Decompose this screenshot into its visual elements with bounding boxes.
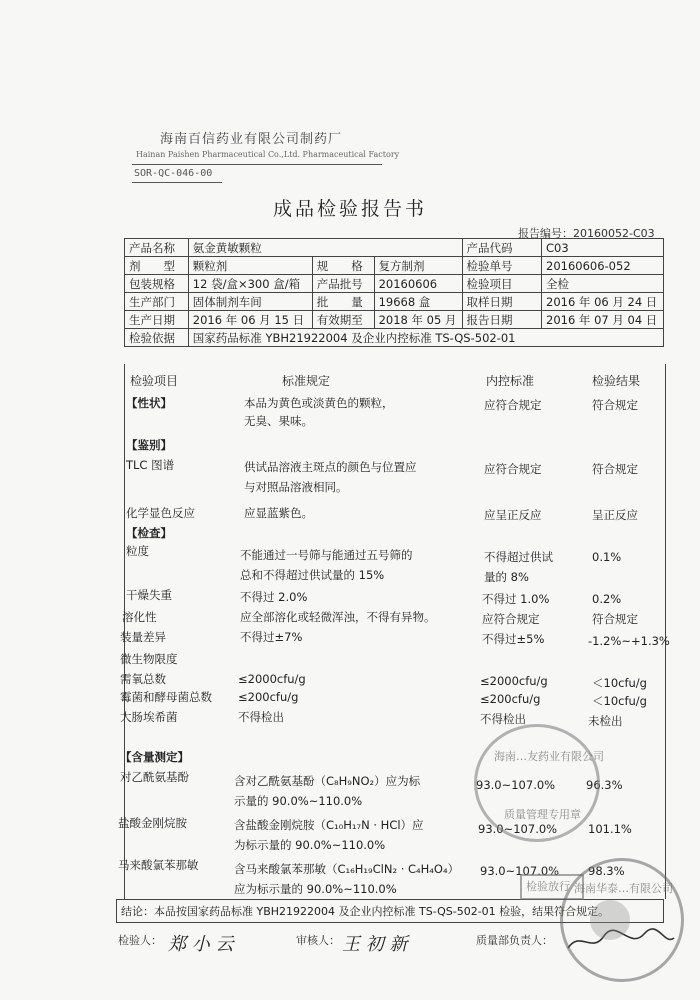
tlc-item: TLC 图谱 — [126, 458, 175, 472]
color-internal: 应呈正反应 — [484, 508, 542, 522]
dosage-form-label: 剂 型 — [125, 257, 189, 275]
section-assay: 【含量测定】 — [120, 750, 189, 764]
loading-result: -1.2%~+1.3% — [588, 634, 670, 648]
basis: 国家药品标准 YBH21922004 及企业内控标准 TS-QS-502-01 — [188, 329, 663, 347]
tlc-internal: 应符合规定 — [484, 462, 542, 476]
aerobic-item: 需氧总数 — [120, 672, 166, 686]
report-number: 报告编号：20160052-C03 — [518, 227, 655, 240]
quality-seal-text: 海南…友药业有限公司 — [494, 750, 604, 763]
chlorphen-standard-1: 含马来酸氯苯那敏（C₁₆H₁₉ClN₂ · C₄H₄O₄） — [234, 862, 460, 876]
color-result: 呈正反应 — [592, 508, 638, 522]
spec-label: 规 格 — [312, 257, 374, 275]
section-inspection: 【检查】 — [126, 526, 172, 540]
granularity-result: 0.1% — [592, 550, 622, 564]
col-header-standard: 标准规定 — [282, 374, 331, 388]
company-seal-text: 海南华泰…有限公司 — [574, 882, 673, 895]
mold-internal: ≤200cfu/g — [480, 692, 541, 706]
package: 12 袋/盒×300 盒/箱 — [188, 275, 312, 293]
granularity-item: 粒度 — [126, 544, 149, 558]
seal-center-mark — [590, 900, 630, 940]
mold-standard: ≤200cfu/g — [238, 690, 299, 704]
product-code: C03 — [542, 239, 664, 257]
sample-date-label: 取样日期 — [462, 293, 541, 311]
header-rule — [132, 164, 382, 165]
chlorphen-result: 98.3% — [588, 864, 625, 878]
solubility-item: 溶化性 — [122, 610, 157, 624]
drying-standard: 不得过 2.0% — [240, 590, 308, 604]
quantity: 19668 盒 — [374, 293, 462, 311]
color-item: 化学显色反应 — [126, 506, 195, 520]
dept-label: 生产部门 — [125, 293, 189, 311]
aerobic-standard: ≤2000cfu/g — [238, 672, 306, 686]
appearance-internal: 应符合规定 — [484, 398, 542, 412]
col-header-internal: 内控标准 — [486, 374, 535, 388]
acetaminophen-internal: 93.0~107.0% — [476, 778, 556, 792]
col-header-item: 检验项目 — [130, 374, 179, 388]
loading-item: 装量差异 — [120, 630, 166, 644]
aerobic-result: ＜10cfu/g — [592, 676, 647, 690]
spec: 复方制剂 — [374, 257, 462, 275]
company-name-en: Hainan Paishen Pharmaceutical Co.,Ltd. Pharmaceutical Factory — [136, 150, 400, 159]
quality-seal-stamp — [474, 724, 600, 842]
package-label: 包装规格 — [125, 275, 189, 293]
acetaminophen-standard-2: 示量的 90.0%~110.0% — [234, 794, 363, 808]
appearance-standard-2: 无臭、果味。 — [244, 414, 313, 428]
sop-code: SOR-QC-046-00 — [134, 168, 213, 179]
granularity-standard-1: 不能通过一号筛与能通过五号筛的 — [240, 548, 413, 562]
company-name-cn: 海南百信药业有限公司制药厂 — [160, 132, 343, 147]
basis-label: 检验依据 — [125, 329, 189, 347]
product-name: 氨金黄敏颗粒 — [188, 239, 462, 257]
test-no-label: 检验单号 — [462, 257, 541, 275]
chlorphen-internal: 93.0~107.0% — [480, 864, 560, 878]
loading-internal: 不得过±5% — [482, 632, 545, 646]
loading-standard: 不得过±7% — [240, 630, 303, 644]
test-item: 全检 — [542, 275, 664, 293]
ecoli-standard: 不得检出 — [238, 710, 284, 724]
microbe-item: 微生物限度 — [120, 652, 178, 666]
col-header-result: 检验结果 — [592, 374, 641, 388]
product-code-label: 产品代码 — [462, 239, 541, 257]
aerobic-internal: ≤2000cfu/g — [480, 674, 548, 688]
solubility-standard: 应全部溶化或轻微浑浊，不得有异物。 — [240, 610, 436, 624]
tlc-result: 符合规定 — [592, 462, 638, 476]
amantadine-standard-2: 为标示量的 90.0%~110.0% — [234, 838, 386, 852]
dept: 固体制剂车间 — [188, 293, 312, 311]
batch: 20160606 — [374, 275, 462, 293]
dosage-form: 颗粒剂 — [188, 257, 312, 275]
expiry: 2018 年 05 月 — [374, 311, 462, 329]
amantadine-internal: 93.0~107.0% — [478, 822, 558, 836]
ecoli-item: 大肠埃希菌 — [120, 710, 178, 724]
header-info-table — [124, 238, 664, 347]
quantity-label: 批 量 — [312, 293, 374, 311]
sample-date: 2016 年 06 月 24 日 — [542, 293, 664, 311]
granularity-internal-1: 不得超过供试 — [484, 550, 553, 564]
granularity-internal-2: 量的 8% — [484, 570, 529, 584]
amantadine-standard-1: 含盐酸金刚烷胺（C₁₀H₁₇N · HCl）应 — [234, 818, 424, 832]
ecoli-internal: 不得检出 — [480, 712, 526, 726]
tester-signature: 郑 小 云 — [168, 934, 234, 955]
tester-label: 检验人： — [118, 934, 162, 947]
ecoli-result: 未检出 — [588, 714, 623, 728]
qa-label: 质量部负责人： — [476, 934, 553, 947]
expiry-label: 有效期至 — [312, 311, 374, 329]
solubility-result: 符合规定 — [592, 612, 638, 626]
appearance-standard-1: 本品为黄色或淡黄色的颗粒， — [244, 396, 394, 410]
mold-result: ＜10cfu/g — [592, 694, 647, 708]
test-no: 20160606-052 — [542, 257, 664, 275]
report-title: 成品检验报告书 — [272, 198, 427, 220]
product-name-label: 产品名称 — [125, 239, 189, 257]
test-item-label: 检验项目 — [462, 275, 541, 293]
quality-seal-inner-text: 质量管理专用章 — [504, 808, 581, 821]
color-standard: 应显蓝紫色。 — [244, 506, 313, 520]
prod-date-label: 生产日期 — [125, 311, 189, 329]
acetaminophen-standard-1: 含对乙酰氨基酚（C₈H₉NO₂）应为标 — [234, 774, 421, 788]
conclusion: 结论：本品按国家药品标准 YBH21922004 及企业内控标准 TS-QS-502-01 检验，结果符合规定。 — [116, 899, 664, 923]
amantadine-item: 盐酸金刚烷胺 — [118, 816, 187, 830]
sop-rule — [132, 182, 222, 183]
prod-date: 2016 年 06 月 15 日 — [188, 311, 312, 329]
solubility-internal: 应符合规定 — [482, 612, 540, 626]
section-appearance: 【性状】 — [126, 396, 172, 410]
chlorphen-standard-2: 应为标示量的 90.0%~110.0% — [234, 882, 397, 896]
reviewer-signature: 王 初 新 — [342, 934, 408, 955]
mold-item: 霉菌和酵母菌总数 — [120, 690, 212, 704]
drying-internal: 不得过 1.0% — [482, 592, 550, 606]
report-date: 2016 年 07 月 04 日 — [542, 311, 664, 329]
release-stamp-text: 检验放行 — [526, 880, 570, 893]
tlc-standard-1: 供试品溶液主斑点的颜色与位置应 — [244, 460, 417, 474]
acetaminophen-item: 对乙酰氨基酚 — [120, 770, 189, 784]
chlorphen-item: 马来酸氯苯那敏 — [118, 858, 199, 872]
batch-label: 产品批号 — [312, 275, 374, 293]
amantadine-result: 101.1% — [588, 822, 632, 836]
acetaminophen-result: 96.3% — [586, 778, 623, 792]
section-identification: 【鉴别】 — [126, 438, 172, 452]
drying-item: 干燥失重 — [126, 588, 172, 602]
drying-result: 0.2% — [592, 592, 622, 606]
tlc-standard-2: 与对照品溶液相同。 — [244, 480, 348, 494]
reviewer-label: 审核人： — [296, 934, 340, 947]
report-date-label: 报告日期 — [462, 311, 541, 329]
granularity-standard-2: 总和不得超过供试量的 15% — [240, 568, 385, 582]
appearance-result: 符合规定 — [592, 398, 638, 412]
